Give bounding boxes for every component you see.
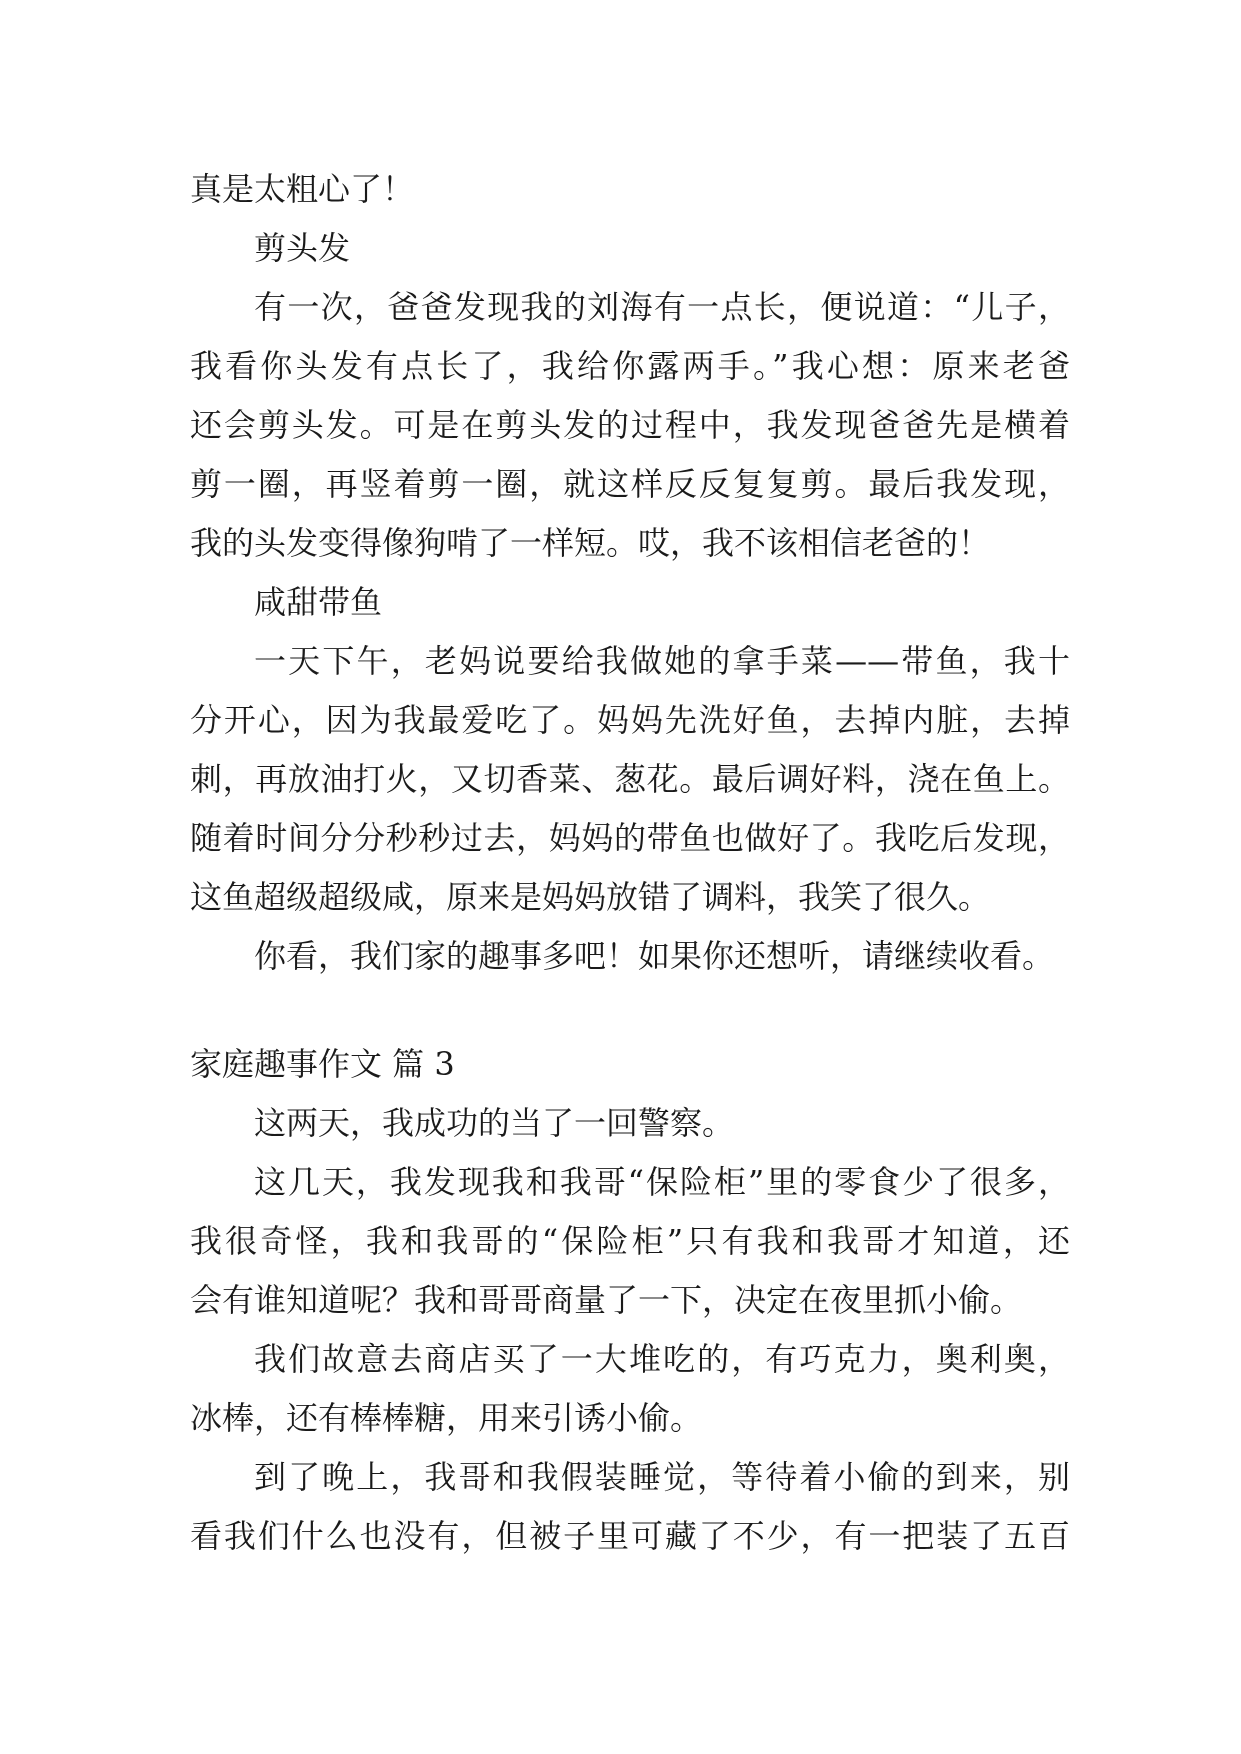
document-page <box>190 160 1070 1566</box>
subtitle-haircut: 剪头发 <box>254 229 351 267</box>
paragraph-line: 剪一圈，再竖着剪一圈，就这样反反复复剪。最后我发现， <box>190 465 1070 503</box>
conclusion-paragraph: 你看，我们家的趣事多吧！如果你还想听，请继续收看。 <box>254 937 1055 975</box>
paragraph-line: 随着时间分分秒秒过去，妈妈的带鱼也做好了。我吃后发现， <box>190 819 1070 857</box>
paragraph-bait <box>190 1330 1070 1448</box>
paragraph-line: 会有谁知道呢？我和哥哥商量了一下，决定在夜里抓小偷。 <box>190 1281 1023 1319</box>
paragraph-line: 我看你头发有点长了，我给你露两手。”我心想：原来老爸 <box>190 347 1070 385</box>
closing-line: 真是太粗心了！ <box>190 170 415 208</box>
subtitle-fish: 咸甜带鱼 <box>254 583 383 621</box>
paragraph-line: 这鱼超级超级咸，原来是妈妈放错了调料，我笑了很久。 <box>190 878 991 916</box>
paragraph-line: 一天下午，老妈说要给我做她的拿手菜——带鱼，我十 <box>254 642 1070 680</box>
paragraph-line: 我很奇怪，我和我哥的“保险柜”只有我和我哥才知道，还 <box>190 1222 1070 1260</box>
paragraph-line: 冰棒，还有棒棒糖，用来引诱小偷。 <box>190 1399 703 1437</box>
paragraph-haircut <box>190 278 1070 573</box>
paragraph-snacks <box>190 1153 1070 1330</box>
paragraph-night <box>190 1448 1070 1566</box>
paragraph-line: 还会剪头发。可是在剪头发的过程中，我发现爸爸先是横着 <box>190 406 1070 444</box>
paragraph-fish <box>190 632 1070 927</box>
paragraph-line: 刺，再放油打火，又切香菜、葱花。最后调好料，浇在鱼上。 <box>190 760 1070 798</box>
paragraph-line: 我的头发变得像狗啃了一样短。哎，我不该相信老爸的！ <box>190 524 991 562</box>
paragraph-line: 这几天，我发现我和我哥“保险柜”里的零食少了很多， <box>254 1163 1070 1201</box>
paragraph-intro: 这两天，我成功的当了一回警察。 <box>254 1104 735 1142</box>
paragraph-line: 到了晚上，我哥和我假装睡觉，等待着小偷的到来，别 <box>254 1458 1070 1496</box>
paragraph-line: 我们故意去商店买了一大堆吃的，有巧克力，奥利奥， <box>254 1340 1070 1378</box>
section-heading: 家庭趣事作文 篇 3 <box>190 1045 455 1083</box>
paragraph-line: 分开心，因为我最爱吃了。妈妈先洗好鱼，去掉内脏，去掉 <box>190 701 1070 739</box>
paragraph-line: 看我们什么也没有，但被子里可藏了不少，有一把装了五百 <box>190 1517 1070 1555</box>
paragraph-line: 有一次，爸爸发现我的刘海有一点长，便说道：“儿子， <box>254 288 1070 326</box>
